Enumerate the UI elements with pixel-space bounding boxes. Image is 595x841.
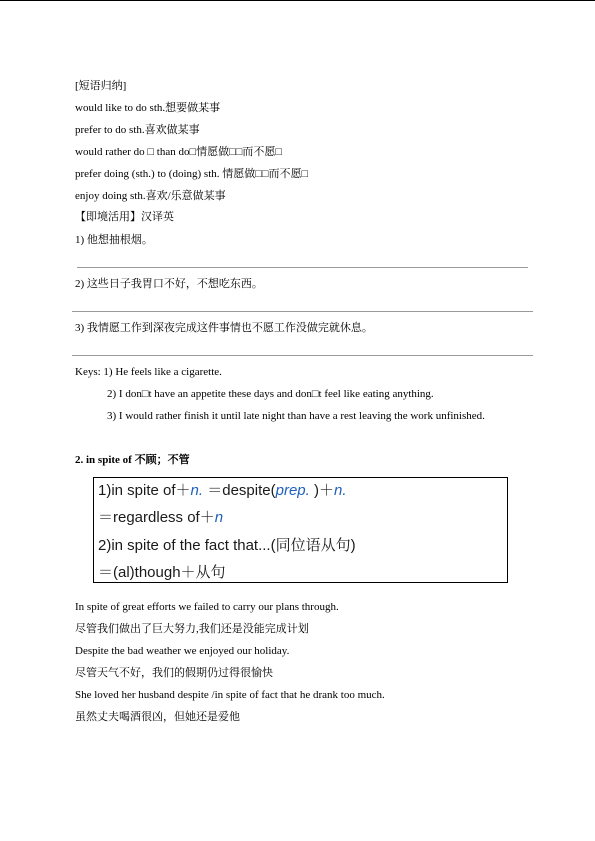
question-3: 3) 我情愿工作到深夜完成这件事情也不愿工作没做完就休息。 — [75, 322, 373, 334]
answer-line-2 — [72, 311, 533, 312]
keys-line-1: Keys: 1) He feels like a cigarette. — [75, 366, 222, 378]
usage-abbr-n: n — [214, 509, 224, 526]
usage-line-1 — [98, 482, 347, 500]
example-3-en: She loved her husband despite /in spite of fact that he drank too much. — [75, 689, 385, 701]
exercise-heading: 【即境活用】汉译英 — [75, 211, 174, 223]
phrase-prefer-to: prefer to do sth.喜欢做某事 — [75, 124, 200, 136]
phrase-would-like: would like to do sth.想要做某事 — [75, 102, 221, 114]
usage-text: )＋ — [309, 482, 334, 499]
usage-box — [93, 477, 508, 583]
usage-clause: 从句 — [195, 564, 226, 581]
keys-line-3: 3) I would rather finish it until late night than have a rest leaving the work unfinished. — [107, 410, 485, 422]
usage-line-4 — [98, 564, 226, 582]
keys-line-2: 2) I don□t have an appetite these days and don□t feel like eating anything. — [107, 388, 434, 400]
usage-text: ) — [350, 537, 356, 554]
example-1-en: In spite of great efforts we failed to carry our plans through. — [75, 601, 339, 613]
example-1-zh: 尽管我们做出了巨大努力,我们还是没能完成计划 — [75, 623, 309, 635]
usage-appositive-clause: 同位语从句 — [275, 537, 351, 554]
section-2-heading: 2. in spite of 不顾；不管 — [75, 454, 190, 466]
usage-abbr-prep: prep. — [275, 482, 310, 499]
phrase-enjoy-doing: enjoy doing sth.喜欢/乐意做某事 — [75, 190, 226, 202]
phrase-would-rather: would rather do □ than do□情愿做□□而不愿□ — [75, 146, 283, 158]
question-2: 2) 这些日子我胃口不好，不想吃东西。 — [75, 278, 263, 290]
usage-text: 1)in spite of＋ — [98, 482, 191, 499]
summary-heading: [短语归纳] — [75, 80, 127, 92]
usage-text: ＝(al)though＋ — [98, 564, 196, 581]
usage-line-3 — [98, 537, 356, 555]
question-1: 1) 他想抽根烟。 — [75, 234, 153, 246]
usage-line-2 — [98, 509, 223, 527]
usage-text: 2)in spite of the fact that...( — [98, 537, 276, 554]
example-2-zh: 尽管天气不好，我们的假期仍过得很愉快 — [75, 667, 273, 679]
phrase-prefer-doing: prefer doing (sth.) to (doing) sth. 情愿做□□而不愿□ — [75, 168, 309, 180]
example-2-en: Despite the bad weather we enjoyed our holiday. — [75, 645, 290, 657]
usage-text: ＝despite( — [203, 482, 276, 499]
usage-abbr-n: n. — [190, 482, 204, 499]
answer-line-3 — [72, 355, 533, 356]
top-border — [0, 0, 595, 1]
usage-abbr-n: n. — [333, 482, 347, 499]
usage-text: ＝regardless of＋ — [98, 509, 215, 526]
example-3-zh: 虽然丈夫喝酒很凶，但她还是爱他 — [75, 711, 240, 723]
answer-line-1 — [77, 267, 528, 268]
